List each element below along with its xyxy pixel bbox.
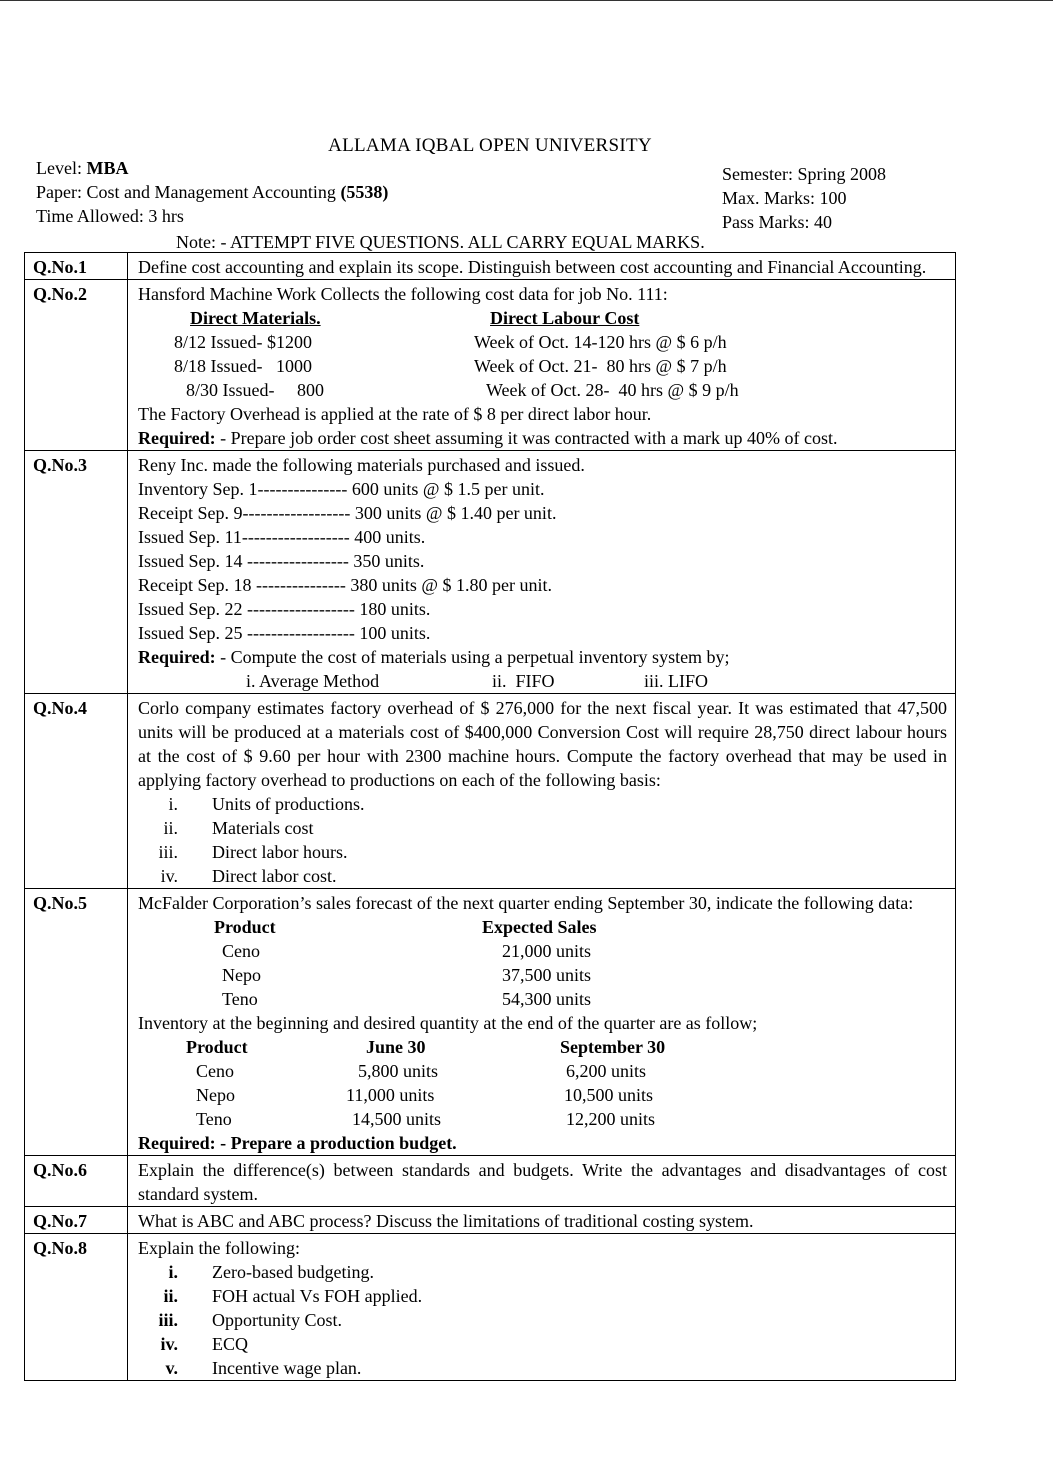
- direct-labour-heading: Direct Labour Cost: [490, 308, 640, 328]
- september-inventory: 12,200 units: [566, 1109, 656, 1129]
- question-text: Define cost accounting and explain its scope. Distinguish between cost accounting and Financial Accounting.: [128, 253, 956, 280]
- basis-list: [138, 792, 947, 888]
- question-number: Q.No.4: [25, 694, 128, 889]
- requirement: [138, 645, 947, 669]
- question-number: Q.No.1: [25, 253, 128, 280]
- item-number: ii.: [163, 818, 178, 838]
- question-row: [25, 889, 956, 1156]
- inventory-line: Inventory Sep. 1--------------- 600 units @ $ 1.5 per unit.: [138, 479, 545, 499]
- method-options: [138, 669, 947, 693]
- item-text: FOH actual Vs FOH applied.: [212, 1286, 423, 1306]
- inventory-row: [138, 1059, 947, 1083]
- top-border-line: [0, 0, 1053, 1]
- header-left: [36, 156, 388, 228]
- june-inventory: 5,800 units: [358, 1061, 439, 1081]
- sales-col-product: Product: [214, 917, 276, 937]
- question-number: Q.No.3: [25, 451, 128, 694]
- required-label: Required:: [138, 428, 216, 448]
- inv-col-june: June 30: [366, 1037, 426, 1057]
- requirement: [138, 1131, 947, 1155]
- method-average: i. Average Method: [246, 671, 380, 691]
- question-number: Q.No.7: [25, 1207, 128, 1234]
- pass-marks: Pass Marks: 40: [722, 212, 833, 232]
- cost-data-row: [138, 378, 947, 402]
- expected-sales: 54,300 units: [502, 989, 592, 1009]
- paper-label: Paper: Cost and Management Accounting: [36, 182, 341, 202]
- question-number: Q.No.8: [25, 1234, 128, 1381]
- question-text: Explain the difference(s) between standards and budgets. Write the advantages and disadvantages of cost standard system.: [128, 1156, 956, 1207]
- required-text: - Compute the cost of materials using a perpetual inventory system by;: [215, 647, 730, 667]
- inventory-line: Issued Sep. 14 ----------------- 350 units.: [138, 551, 425, 571]
- question-body: [128, 694, 956, 889]
- question-row: [25, 1156, 956, 1207]
- inventory-row: [138, 1083, 947, 1107]
- item-number: v.: [165, 1358, 178, 1378]
- inventory-row: [138, 1107, 947, 1131]
- question-row: [25, 1234, 956, 1381]
- q2-intro: Hansford Machine Work Collects the following cost data for job No. 111:: [138, 284, 668, 304]
- item-text: Incentive wage plan.: [212, 1358, 362, 1378]
- question-number: Q.No.2: [25, 280, 128, 451]
- paper-line: [36, 180, 388, 204]
- q3-intro: Reny Inc. made the following materials purchased and issued.: [138, 455, 585, 475]
- product-name: Nepo: [196, 1085, 235, 1105]
- september-inventory: 6,200 units: [566, 1061, 647, 1081]
- labour-entry: Week of Oct. 28- 40 hrs @ $ 9 p/h: [486, 380, 739, 400]
- inventory-table-header: [138, 1035, 947, 1059]
- product-name: Teno: [222, 989, 258, 1009]
- q5-intro: McFalder Corporation’s sales forecast of the next quarter ending September 30, indicate the following data:: [138, 893, 914, 913]
- paper-code: (5538): [340, 182, 389, 202]
- question-body: [128, 889, 956, 1156]
- question-body: [128, 451, 956, 694]
- question-row: [25, 1207, 956, 1234]
- required-text: - Prepare job order cost sheet assuming it was contracted with a mark up 40% of cost.: [215, 428, 838, 448]
- university-name: ALLAMA IQBAL OPEN UNIVERSITY: [328, 135, 652, 156]
- level-label: Level:: [36, 158, 87, 178]
- sales-row: [138, 987, 947, 1011]
- item-number: i.: [168, 1262, 178, 1282]
- time-allowed: Time Allowed: 3 hrs: [36, 206, 184, 226]
- materials-entry: 8/30 Issued- 800: [186, 380, 324, 400]
- item-text: Direct labor cost.: [212, 866, 337, 886]
- list-item: [138, 816, 947, 840]
- expected-sales: 21,000 units: [502, 941, 592, 961]
- question-body: [128, 1234, 956, 1381]
- list-item: [138, 1284, 947, 1308]
- inventory-line: Receipt Sep. 9------------------ 300 units @ $ 1.40 per unit.: [138, 503, 557, 523]
- question-row: [25, 253, 956, 280]
- product-name: Ceno: [222, 941, 260, 961]
- header-right: [722, 162, 886, 234]
- level-value: MBA: [86, 158, 129, 178]
- inventory-line: Issued Sep. 22 ------------------ 180 units.: [138, 599, 431, 619]
- question-row: [25, 694, 956, 889]
- item-text: Zero-based budgeting.: [212, 1262, 374, 1282]
- materials-entry: 8/18 Issued- 1000: [174, 356, 312, 376]
- q8-intro: Explain the following:: [138, 1238, 300, 1258]
- june-inventory: 14,500 units: [352, 1109, 442, 1129]
- labour-entry: Week of Oct. 14-120 hrs @ $ 6 p/h: [474, 332, 727, 352]
- item-text: Units of productions.: [212, 794, 365, 814]
- product-name: Teno: [196, 1109, 232, 1129]
- inv-col-september: September 30: [560, 1037, 666, 1057]
- requirement: [138, 426, 947, 450]
- instruction-note: Note: - ATTEMPT FIVE QUESTIONS. ALL CARRY EQUAL MARKS.: [176, 232, 705, 252]
- item-number: ii.: [163, 1286, 178, 1306]
- item-text: Direct labor hours.: [212, 842, 348, 862]
- list-item: [138, 792, 947, 816]
- product-name: Nepo: [222, 965, 261, 985]
- item-text: Materials cost: [212, 818, 314, 838]
- inventory-line: Receipt Sep. 18 --------------- 380 units @ $ 1.80 per unit.: [138, 575, 552, 595]
- labour-entry: Week of Oct. 21- 80 hrs @ $ 7 p/h: [474, 356, 727, 376]
- inventory-line: Issued Sep. 25 ------------------ 100 units.: [138, 623, 431, 643]
- inv-col-product: Product: [186, 1037, 248, 1057]
- question-row: [25, 280, 956, 451]
- cost-data-row: [138, 330, 947, 354]
- semester: Semester: Spring 2008: [722, 164, 886, 184]
- june-inventory: 11,000 units: [346, 1085, 435, 1105]
- cost-data-header: [138, 306, 947, 330]
- list-item: [138, 840, 947, 864]
- question-number: Q.No.5: [25, 889, 128, 1156]
- direct-materials-heading: Direct Materials.: [190, 308, 321, 328]
- list-item: [138, 864, 947, 888]
- question-number: Q.No.6: [25, 1156, 128, 1207]
- list-item: [138, 1260, 947, 1284]
- item-text: ECQ: [212, 1334, 248, 1354]
- list-item: [138, 1356, 947, 1380]
- item-number: iii.: [158, 1310, 178, 1330]
- required-text: - Prepare a production budget.: [215, 1133, 457, 1153]
- item-number: iii.: [158, 842, 178, 862]
- item-number: iv.: [160, 866, 178, 886]
- item-number: i.: [168, 794, 178, 814]
- item-text: Opportunity Cost.: [212, 1310, 343, 1330]
- sales-col-expected: Expected Sales: [482, 917, 597, 937]
- question-text: What is ABC and ABC process? Discuss the limitations of traditional costing system.: [128, 1207, 956, 1234]
- method-fifo: ii. FIFO: [492, 671, 555, 691]
- method-lifo: iii. LIFO: [644, 671, 709, 691]
- terms-list: [138, 1260, 947, 1380]
- required-label: Required:: [138, 1133, 216, 1153]
- q4-text: Corlo company estimates factory overhead of $ 276,000 for the next fiscal year. It was estimated that 47,500 units will be produced at a materials cost of $400,000 Conversion Cost will require 28,750 direct labour hours at the cost of $ 9.60 per hour with 2300 machine hours. Compute the factory overhead that may be used in applying factory overhead to productions on each of the following basis:: [138, 698, 947, 790]
- list-item: [138, 1332, 947, 1356]
- questions-table: [24, 252, 956, 1381]
- question-row: [25, 451, 956, 694]
- overhead-rate: The Factory Overhead is applied at the rate of $ 8 per direct labor hour.: [138, 404, 652, 424]
- sales-table-header: [138, 915, 947, 939]
- september-inventory: 10,500 units: [564, 1085, 654, 1105]
- inventory-line: Issued Sep. 11------------------ 400 units.: [138, 527, 426, 547]
- inventory-intro: Inventory at the beginning and desired quantity at the end of the quarter are as follow;: [138, 1013, 758, 1033]
- sales-row: [138, 939, 947, 963]
- materials-entry: 8/12 Issued- $1200: [174, 332, 312, 352]
- item-number: iv.: [160, 1334, 178, 1354]
- product-name: Ceno: [196, 1061, 234, 1081]
- max-marks: Max. Marks: 100: [722, 188, 847, 208]
- question-body: [128, 280, 956, 451]
- expected-sales: 37,500 units: [502, 965, 592, 985]
- sales-row: [138, 963, 947, 987]
- level-line: [36, 156, 388, 180]
- required-label: Required:: [138, 647, 216, 667]
- cost-data-row: [138, 354, 947, 378]
- list-item: [138, 1308, 947, 1332]
